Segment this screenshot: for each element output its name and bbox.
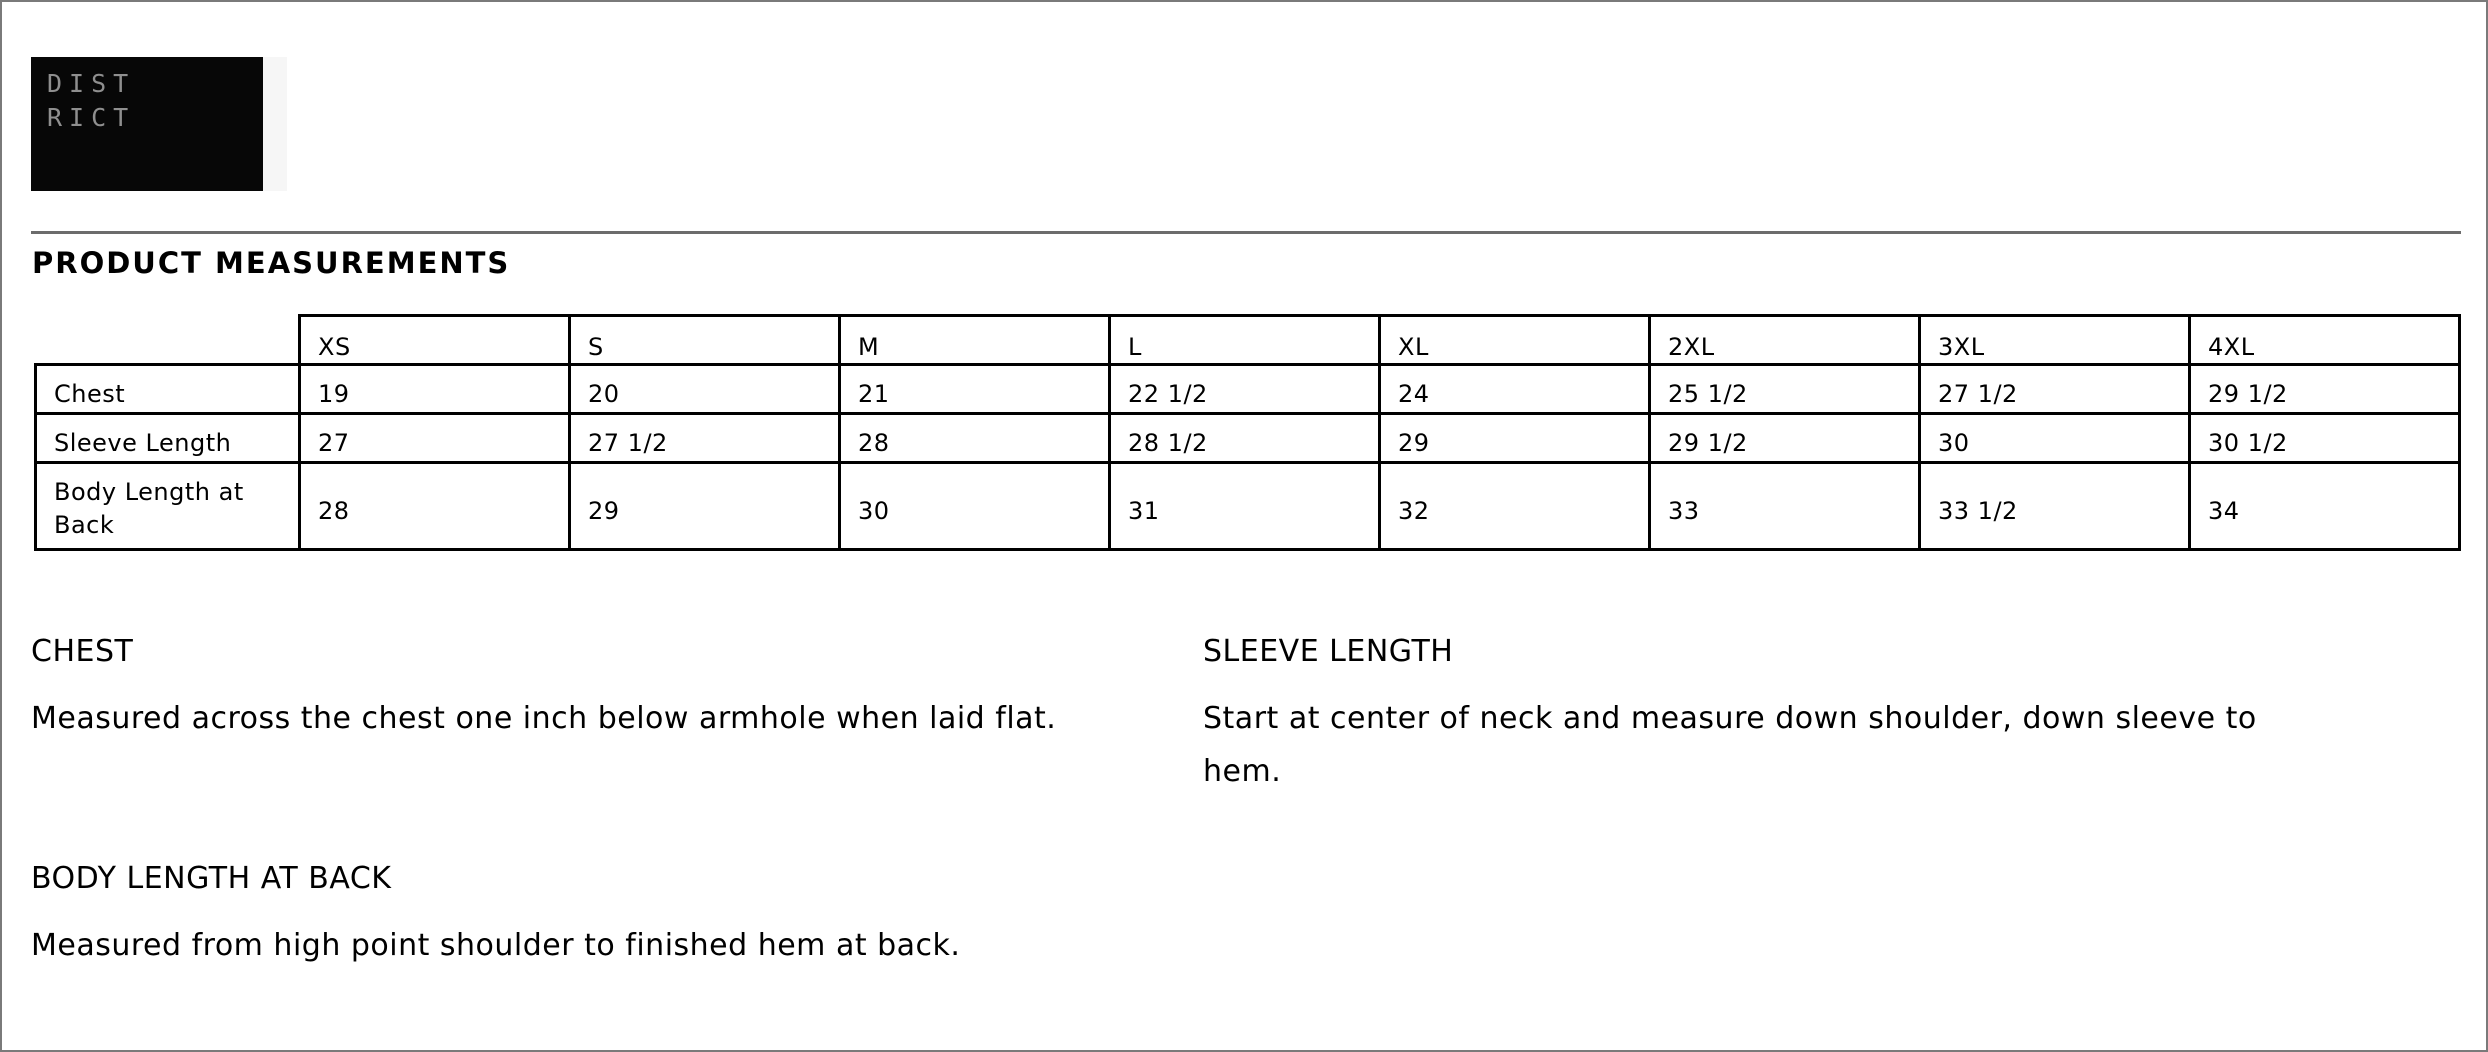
definition-title: SLEEVE LENGTH: [1203, 634, 1454, 669]
table-cell: 28: [300, 463, 570, 550]
table-cell: 19: [300, 365, 570, 414]
size-header: L: [1110, 316, 1380, 365]
table-cell: 27 1/2: [570, 414, 840, 463]
definition-title: BODY LENGTH AT BACK: [31, 861, 392, 896]
chest-definition: [31, 634, 1151, 745]
size-header: 4XL: [2190, 316, 2460, 365]
table-cell: 24: [1380, 365, 1650, 414]
table-cell: 29: [570, 463, 840, 550]
brand-logo: [31, 57, 287, 191]
table-cell: 27 1/2: [1920, 365, 2190, 414]
table-header-row: [36, 316, 2460, 365]
definition-text: Measured across the chest one inch below armhole when laid flat.: [31, 701, 1057, 736]
table-cell: 22 1/2: [1110, 365, 1380, 414]
table-cell: 28 1/2: [1110, 414, 1380, 463]
definition-text: Start at center of neck and measure down shoulder, down sleeve to hem.: [1203, 701, 2257, 789]
table-cell: 30: [840, 463, 1110, 550]
table-cell: 29: [1380, 414, 1650, 463]
table-cell: 30 1/2: [2190, 414, 2460, 463]
size-header: 3XL: [1920, 316, 2190, 365]
row-label-body-length: Body Length at Back: [36, 463, 300, 550]
table-cell: 29 1/2: [2190, 365, 2460, 414]
size-header: XL: [1380, 316, 1650, 365]
table-cell: 29 1/2: [1650, 414, 1920, 463]
size-header: S: [570, 316, 840, 365]
table-cell: 32: [1380, 463, 1650, 550]
table-row: [36, 414, 2460, 463]
brand-logo-text: DIST RICT: [47, 69, 136, 132]
header-divider: [31, 231, 2461, 234]
page-title: PRODUCT MEASUREMENTS: [32, 246, 511, 280]
table-corner-cell: [36, 316, 300, 365]
table-cell: 20: [570, 365, 840, 414]
size-header: 2XL: [1650, 316, 1920, 365]
table-cell: 33: [1650, 463, 1920, 550]
table-cell: 21: [840, 365, 1110, 414]
definition-title: CHEST: [31, 634, 134, 669]
table-cell: 27: [300, 414, 570, 463]
table-cell: 30: [1920, 414, 2190, 463]
body-length-definition: [31, 861, 1231, 972]
definition-text: Measured from high point shoulder to finished hem at back.: [31, 928, 961, 963]
row-label-chest: Chest: [36, 365, 300, 414]
table-cell: 31: [1110, 463, 1380, 550]
size-header: M: [840, 316, 1110, 365]
sleeve-length-definition: [1203, 634, 2323, 798]
measurements-table: [34, 314, 2461, 551]
table-row: [36, 463, 2460, 550]
table-cell: 34: [2190, 463, 2460, 550]
size-header: XS: [300, 316, 570, 365]
table-cell: 33 1/2: [1920, 463, 2190, 550]
table-cell: 28: [840, 414, 1110, 463]
table-row: [36, 365, 2460, 414]
row-label-sleeve-length: Sleeve Length: [36, 414, 300, 463]
table-cell: 25 1/2: [1650, 365, 1920, 414]
